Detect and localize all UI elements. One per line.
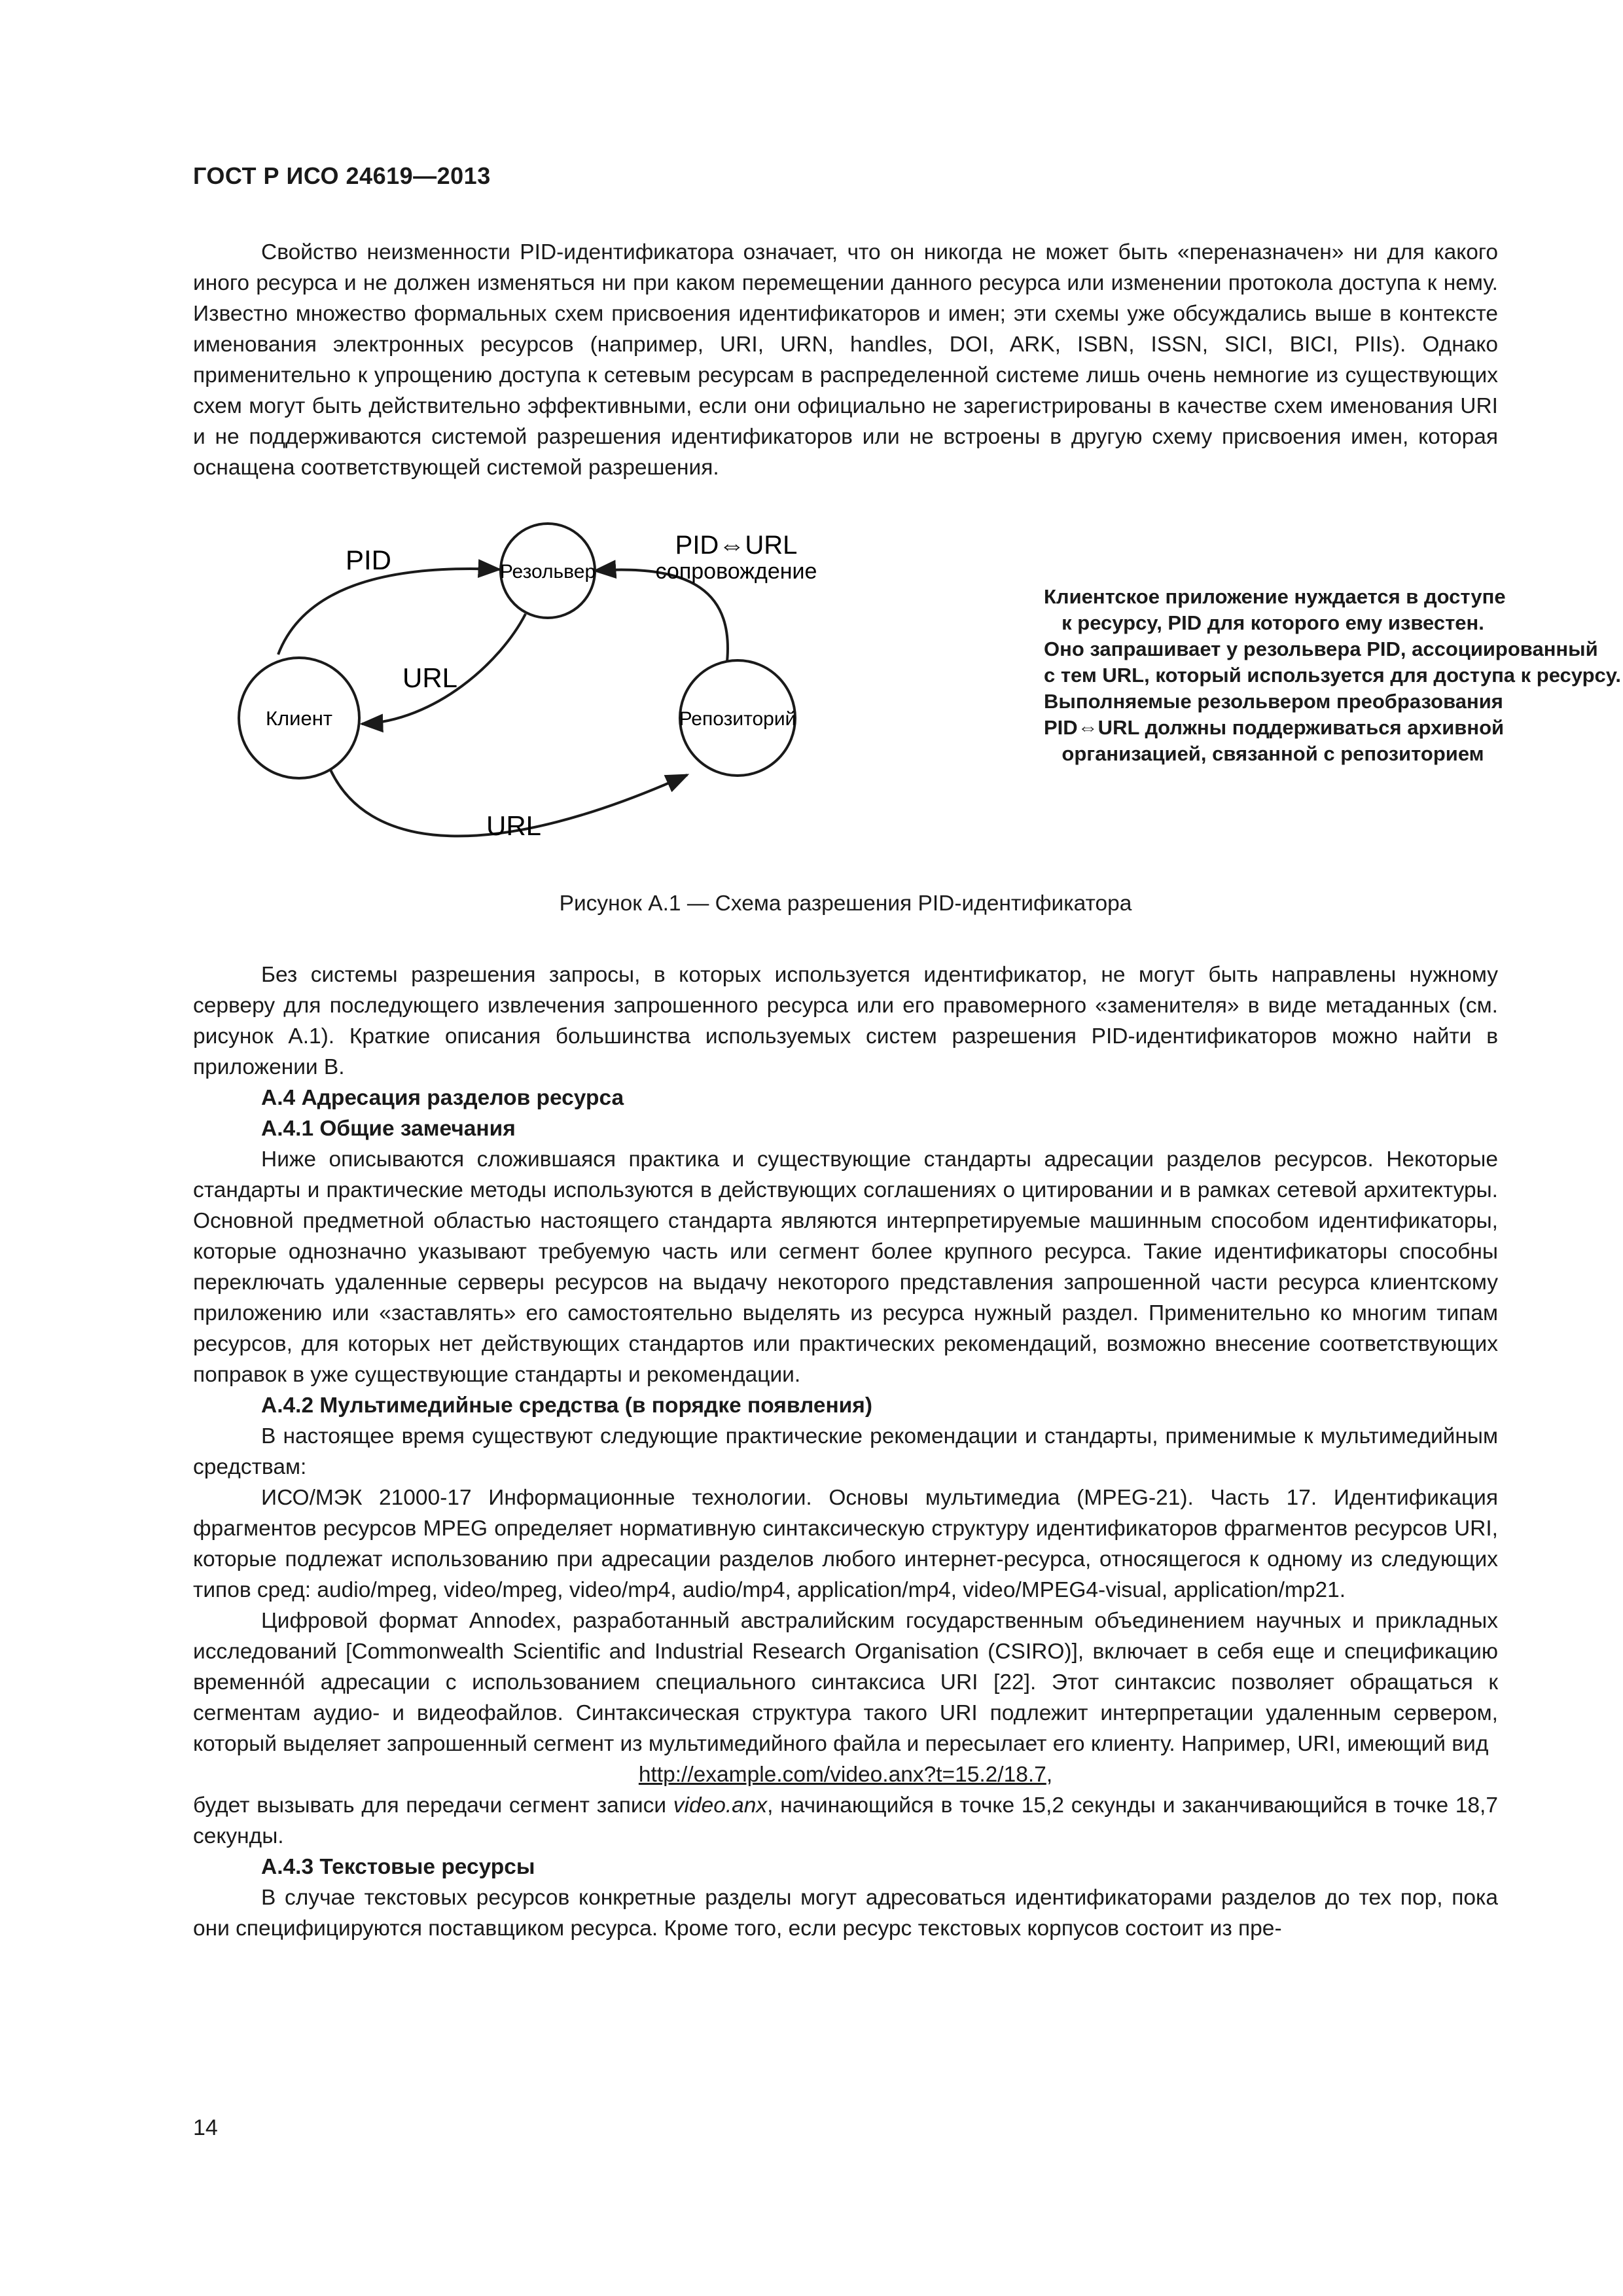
intro-section <box>193 237 1498 483</box>
figure-caption: Рисунок А.1 — Схема разрешения PID-идентификатора <box>559 891 1132 916</box>
figure-note-line: организацией, связанной с репозиторием <box>1061 742 1484 765</box>
example-url-line <box>193 1759 1498 1790</box>
edge-maintenance <box>595 570 728 668</box>
figure-note-line: к ресурсу, PID для которого ему известен. <box>1061 611 1484 634</box>
pid-edge-label: PID <box>345 545 392 575</box>
paragraph-general-notes: Ниже описываются сложившаяся практика и существующие стандарты адресации разделов ресурсов. Некоторые стандарты и практические методы используются в действующих соглашениях о цитировании и в рамках сетевой архитектуры. Основной предметной областью настоящего стандарта являются интерпретируемые машинным способом идентификаторы, которые однозначно указывают требуемую часть или сегмент более крупного ресурса. Такие идентификаторы способны переключать удаленные серверы ресурсов на выдачу некоторого представления запрошенной части ресурса клиентскому приложению или «заставлять» его самостоятельно выделять из ресурса нужный раздел. Применительно ко многим типам ресурсов, для которых нет действующих стандартов или практических рекомендаций, возможно внесение соответствующих поправок в уже существующие стандарты и рекомендации. <box>193 1147 1498 1387</box>
paragraph-iso-21000: ИСО/МЭК 21000-17 Информационные технологии. Основы мультимедиа (MPEG-21). Часть 17. Идентификация фрагментов ресурсов MPEG определяет нормативную синтаксическую структуру идентификаторов фрагментов ресурсов URI, которые подлежат использованию при адресации разделов любого интернет-ресурса, относящегося к одному из следующих типов сред: audio/mpeg, video/mpeg, video/mp4, audio/mp4, application/mp4, video/MPEG4-visual, application/mp21. <box>193 1486 1498 1602</box>
document-header: ГОСТ Р ИСО 24619—2013 <box>193 162 491 189</box>
page-number: 14 <box>193 2115 218 2140</box>
figure-note <box>1044 584 1621 767</box>
example-url-suffix: , <box>1046 1763 1053 1787</box>
figure-note-line: PID⇔URL должны поддерживаться архивной <box>1044 716 1505 739</box>
body-section <box>193 960 1498 1944</box>
heading-a43: А.4.3 Текстовые ресурсы <box>261 1855 535 1879</box>
url-lower-edge-label: URL <box>486 810 542 841</box>
figure-note-line: Клиентское приложение нуждается в доступе <box>1044 585 1506 608</box>
heading-a4: А.4 Адресация разделов ресурса <box>261 1086 624 1110</box>
segment-file-name: video.anx <box>673 1793 768 1818</box>
maintenance-edge-label: сопровождение <box>655 559 817 584</box>
paragraph-annodex: Цифровой формат Annodex, разработанный австралийским государственным объединением научных и прикладных исследований [Commonwealth Scientific and Industrial Research Organisation (CSIRO)], включает в себя еще и спецификацию временнóй адресации с использованием специального синтаксиса URI [22]. Этот синтаксис позволяет обращаться к сегментам аудио- и видеофайлов. Синтаксическая структура такого URI подлежит интерпретации удаленным сервером, который выделяет запрошенный сегмент из мультимедийного файла и пересылает его клиенту. Например, URI, имеющий вид <box>193 1609 1498 1756</box>
intro-paragraph: Свойство неизменности PID-идентификатора означает, что он никогда не может быть «переназначен» ни для какого иного ресурса и не должен изменяться ни при каком перемещении данного ресурса или изменении протокола доступа к нему. Известно множество формальных схем присвоения идентификаторов и имен; эти схемы уже обсуждались выше в контексте именования электронных ресурсов (например, URI, URN, handles, DOI, ARK, ISBN, ISSN, SICI, BICI, PIIs). Однако применительно к упрощению доступа к сетевым ресурсам в распределенной системе лишь очень немногие из существующих схем могут быть действительно эффективными, если они официально не зарегистрированы в качестве схем именования URI и не поддерживаются системой разрешения идентификаторов или не встроены в другую схему присвоения имен, которая оснащена соответствующей системой разрешения. <box>193 240 1498 480</box>
figure-note-line: Оно запрашивает у резольвера PID, ассоциированный <box>1044 637 1598 660</box>
repository-label: Репозиторий <box>679 708 796 730</box>
segment-text-before: будет вызывать для передачи сегмент записи <box>193 1793 673 1818</box>
heading-a41: А.4.1 Общие замечания <box>261 1117 516 1141</box>
edge-pid <box>278 569 499 655</box>
heading-a42: А.4.2 Мультимедийные средства (в порядке появления) <box>261 1393 872 1418</box>
url-upper-edge-label: URL <box>402 662 458 693</box>
resolver-label: Резольвер <box>499 561 596 583</box>
segment-text-after: , начинающийся в точке 15,2 секунды и заканчивающийся в точке 18,7 секунды. <box>193 1793 1498 1848</box>
paragraph-text-resources: В случае текстовых ресурсов конкретные разделы могут адресоваться идентификаторами разделов до тех пор, пока они специфицируются поставщиком ресурса. Кроме того, если ресурс текстовых корпусов состоит из пре- <box>193 1886 1498 1941</box>
client-label: Клиент <box>265 707 333 730</box>
paragraph-segment-example <box>193 1790 1498 1852</box>
resolution-diagram <box>193 492 1044 885</box>
pid-url-edge-label: PID⇔URL <box>675 531 798 560</box>
figure-note-line: Выполняемые резольвером преобразования <box>1044 690 1503 713</box>
figure-note-line: с тем URL, который используется для доступа к ресурсу. <box>1044 664 1621 687</box>
pid-resolution-figure <box>193 492 1621 885</box>
example-url-link[interactable]: http://example.com/video.anx?t=15.2/18.7 <box>638 1763 1046 1787</box>
paragraph-resolution: Без системы разрешения запросы, в которых используется идентификатор, не могут быть направлены нужному серверу для последующего извлечения запрошенного ресурса или его правомерного «заменителя» в виде метаданных (см. рисунок А.1). Краткие описания большинства используемых систем разрешения PID-идентификаторов можно найти в приложении В. <box>193 963 1498 1079</box>
paragraph-multimedia-intro: В настоящее время существуют следующие практические рекомендации и стандарты, применимые к мультимедийным средствам: <box>193 1424 1498 1479</box>
